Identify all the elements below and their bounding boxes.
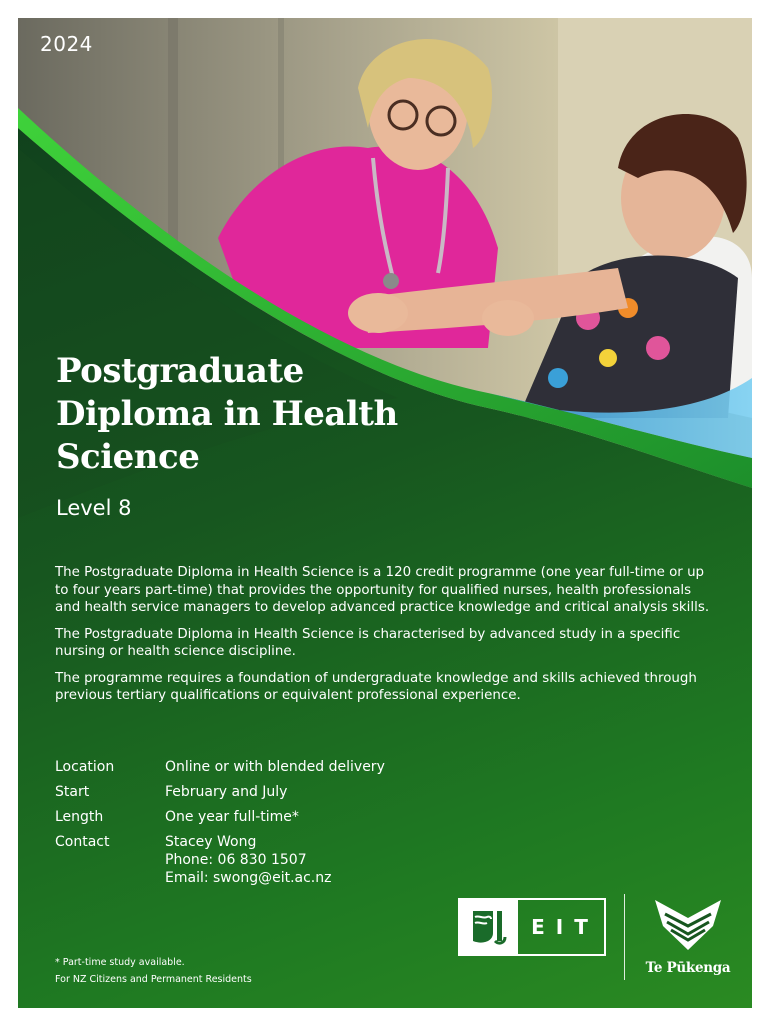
contact-value [165,833,465,887]
location-label: Location [55,759,115,775]
title-line-1: Postgraduate [56,351,304,391]
eit-logo [458,898,606,956]
contact-phone[interactable]: Phone: 06 830 1507 [165,852,307,868]
title-line-2: Diploma in Health [56,394,398,434]
start-label: Start [55,784,90,800]
footnote-part-time: * Part-time study available. [55,957,185,968]
detail-row-contact [55,833,465,887]
contact-email[interactable]: Email: swong@eit.ac.nz [165,870,332,886]
detail-row-location [55,758,465,776]
eit-emblem-icon [460,900,518,954]
eit-wordmark: EIT [531,915,599,939]
detail-row-length [55,808,465,826]
title-line-3: Science [56,437,200,477]
level-label: Level 8 [56,496,132,520]
te-pukenga-emblem-icon [653,896,723,954]
footnote [55,954,252,988]
length-label: Length [55,809,104,825]
te-pukenga-wordmark: Te Pūkenga [645,960,731,976]
page-title [56,350,476,479]
contact-label: Contact [55,834,110,850]
programme-details [55,758,465,894]
intro-text [55,564,715,714]
footnote-eligibility: For NZ Citizens and Permanent Residents [55,974,252,985]
brochure-page [18,18,752,1008]
intro-paragraph: The Postgraduate Diploma in Health Science is characterised by advanced study in a specific nursing or health science discipline. [55,626,681,659]
year-label: 2024 [40,32,93,56]
intro-paragraph: The programme requires a foundation of undergraduate knowledge and skills achieved through previous tertiary qualifications or equivalent professional experience. [55,670,697,703]
logo-divider [624,894,625,980]
start-value: February and July [165,784,288,800]
location-value: Online or with blended delivery [165,759,385,775]
detail-row-start [55,783,465,801]
intro-paragraph: The Postgraduate Diploma in Health Science is a 120 credit programme (one year full-time or up to four years part-time) that provides the opportunity for qualified nurses, health professionals and health service managers to develop advanced practice knowledge and critical analysis skills. [55,565,710,615]
length-value: One year full-time* [165,809,299,825]
contact-name: Stacey Wong [165,834,257,850]
te-pukenga-logo [640,896,736,976]
